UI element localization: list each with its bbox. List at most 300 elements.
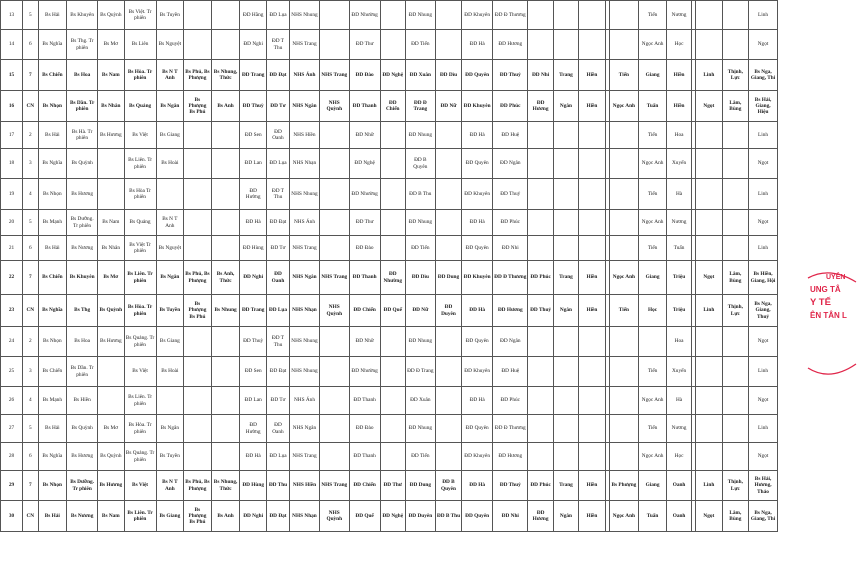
duty-cell: ĐD Tơ [266, 387, 289, 415]
duty-cell [722, 210, 748, 236]
duty-cell: ĐD Nhung [405, 122, 435, 149]
duty-cell: Hiền [667, 91, 691, 122]
duty-cell: ĐD Hà [462, 122, 493, 149]
duty-cell: Bs Hoài [156, 357, 184, 387]
duty-cell: Bs Nhân [98, 236, 124, 261]
duty-cell: Bs Phú, Bs Phượng [184, 471, 212, 501]
duty-cell [528, 122, 553, 149]
roster-body [1, 1, 778, 532]
duty-cell: ĐD Hà [462, 295, 493, 327]
roster-row [1, 236, 778, 261]
date-cell: 29 [1, 471, 23, 501]
duty-cell [696, 122, 722, 149]
duty-cell: Bs Hiền [67, 387, 98, 415]
duty-cell [553, 210, 578, 236]
duty-cell: ĐD Lụa [266, 443, 289, 471]
duty-cell: Bs Giang [156, 327, 184, 357]
duty-cell: Bs Tuyền [156, 295, 184, 327]
duty-cell: Trang [553, 471, 578, 501]
duty-cell: ĐD Ngân [493, 149, 528, 179]
duty-cell: ĐD T Thu [266, 30, 289, 60]
duty-cell: Bs Nghĩa [38, 443, 67, 471]
duty-cell: Bs Nga, Giang, Thi [749, 501, 778, 532]
duty-cell: Hiền [579, 295, 605, 327]
duty-cell: ĐD Thanh [349, 387, 380, 415]
duty-cell: NHS Nhạn [290, 149, 320, 179]
duty-cell: ĐD Oanh [266, 261, 289, 295]
duty-cell: Ngọc Anh [638, 149, 667, 179]
duty-cell: Hiền [579, 471, 605, 501]
weekday-cell: CN [23, 91, 38, 122]
duty-cell: ĐD Nhung [405, 415, 435, 443]
duty-cell: Bs Chiến [38, 261, 67, 295]
duty-cell: Ngọt [749, 210, 778, 236]
duty-cell: Bs Liên. Tr phiên [124, 387, 156, 415]
duty-cell [722, 357, 748, 387]
duty-cell [610, 415, 639, 443]
duty-cell: Bs Việt [124, 357, 156, 387]
duty-cell [579, 327, 605, 357]
duty-cell: Hiền [579, 91, 605, 122]
duty-cell: Hiền [667, 60, 691, 91]
duty-cell: ĐD T Thu [266, 179, 289, 210]
duty-cell: Bs Nguyệt [156, 236, 184, 261]
duty-cell: Bs Mơ [98, 30, 124, 60]
roster-row [1, 327, 778, 357]
duty-cell: ĐD Quyên [462, 501, 493, 532]
weekday-cell: 7 [23, 60, 38, 91]
duty-cell: ĐD Khuyên [462, 1, 493, 30]
duty-cell: Ngọt [749, 387, 778, 415]
duty-cell [610, 149, 639, 179]
duty-cell: ĐD Nghệ [349, 149, 380, 179]
duty-cell: Bs Hà. Tr phiên [67, 122, 98, 149]
duty-cell: Bs Nhọn [38, 179, 67, 210]
duty-cell: Bs Liên. Tr phiên [124, 149, 156, 179]
duty-cell [211, 357, 240, 387]
duty-cell: Bs Nam [98, 210, 124, 236]
duty-cell: ĐD Khuyên [462, 261, 493, 295]
duty-cell [380, 443, 405, 471]
date-cell: 26 [1, 387, 23, 415]
duty-cell: ĐD Đạt [266, 60, 289, 91]
duty-cell: ĐD Thư [380, 471, 405, 501]
duty-cell: ĐD Nhi [493, 501, 528, 532]
duty-cell [184, 210, 212, 236]
duty-cell: NHS Nhung [290, 1, 320, 30]
duty-cell [184, 179, 212, 210]
duty-cell: ĐD Hương [528, 91, 553, 122]
roster-row [1, 30, 778, 60]
duty-cell: Bs Hải [38, 501, 67, 532]
duty-cell [184, 122, 212, 149]
duty-cell: ĐD Huệ [493, 357, 528, 387]
duty-cell: ĐD Khuyên [462, 91, 493, 122]
duty-cell [579, 30, 605, 60]
duty-cell [579, 236, 605, 261]
date-cell: 27 [1, 415, 23, 443]
duty-cell [319, 236, 349, 261]
duty-cell: Bs Hòa. Tr phiên [124, 295, 156, 327]
duty-cell: ĐD Nữ [405, 295, 435, 327]
duty-cell: ĐD Hằng [240, 1, 266, 30]
duty-cell [579, 210, 605, 236]
weekday-cell: 6 [23, 30, 38, 60]
duty-cell: Ngọc Anh [610, 91, 639, 122]
duty-cell: ĐD Hương [493, 295, 528, 327]
weekday-cell: 3 [23, 149, 38, 179]
duty-cell: Ngọt [696, 91, 722, 122]
duty-cell: Bs Ngân [156, 415, 184, 443]
date-cell: 22 [1, 261, 23, 295]
duty-cell: ĐD Nghi [240, 261, 266, 295]
duty-cell: Bs Anh [211, 501, 240, 532]
duty-cell [610, 443, 639, 471]
duty-cell [696, 327, 722, 357]
duty-cell [184, 1, 212, 30]
duty-cell: ĐD Đ Trang [405, 91, 435, 122]
duty-cell: Bs Hải, Giang, Hiệu [749, 91, 778, 122]
duty-cell: ĐD Dung [435, 261, 461, 295]
duty-cell [528, 149, 553, 179]
duty-cell [696, 179, 722, 210]
duty-cell [98, 387, 124, 415]
duty-cell [184, 30, 212, 60]
duty-cell: ĐD Tiến [405, 236, 435, 261]
duty-cell: Tiến [638, 1, 667, 30]
duty-cell: Bs Nghĩa [38, 149, 67, 179]
duty-cell: Bs Chiến [38, 357, 67, 387]
duty-cell [380, 30, 405, 60]
duty-cell: ĐD Tơ [266, 236, 289, 261]
duty-cell: Bs Hương [98, 327, 124, 357]
duty-cell: ĐD Ngân [493, 327, 528, 357]
duty-cell: Giang [638, 471, 667, 501]
weekday-cell: 2 [23, 327, 38, 357]
duty-cell: ĐD Tiến [405, 30, 435, 60]
duty-cell: NHS Trang [319, 471, 349, 501]
duty-cell [184, 357, 212, 387]
duty-cell [435, 149, 461, 179]
duty-cell: Bs Nhân [98, 91, 124, 122]
duty-cell [528, 387, 553, 415]
duty-cell: Xuyến [667, 149, 691, 179]
duty-cell: ĐD Đào [349, 236, 380, 261]
duty-cell: ĐD Nữ [435, 91, 461, 122]
duty-cell: Bs Dưỡng. Tr phiên [67, 471, 98, 501]
roster-row [1, 501, 778, 532]
duty-cell [319, 1, 349, 30]
date-cell: 24 [1, 327, 23, 357]
duty-cell [528, 236, 553, 261]
duty-cell: Lâm, Bùng [722, 501, 748, 532]
duty-cell [696, 149, 722, 179]
duty-cell: Bs Quỳnh [98, 1, 124, 30]
duty-cell: ĐD Duyên [405, 501, 435, 532]
duty-cell: Ngân [553, 295, 578, 327]
duty-cell: NHS Trang [319, 60, 349, 91]
duty-cell: Bs Liên. Tr phiên [124, 501, 156, 532]
duty-cell: Bs Hòa Tr phiên [124, 179, 156, 210]
duty-cell [553, 387, 578, 415]
duty-cell [435, 415, 461, 443]
duty-cell [553, 327, 578, 357]
duty-cell: Ngọc Anh [638, 210, 667, 236]
duty-cell: Bs Hoa [67, 60, 98, 91]
duty-cell [528, 30, 553, 60]
duty-cell [696, 443, 722, 471]
duty-cell: NHS Nhung [290, 179, 320, 210]
duty-cell: ĐD Thư [349, 210, 380, 236]
date-cell: 16 [1, 91, 23, 122]
duty-cell [696, 210, 722, 236]
duty-cell: ĐD Huệ [493, 122, 528, 149]
duty-cell: NHS Ánh [290, 210, 320, 236]
duty-cell: Triệu [667, 295, 691, 327]
roster-row [1, 1, 778, 30]
duty-cell: Hoa [667, 327, 691, 357]
duty-cell: Bs Hoa [67, 327, 98, 357]
duty-cell: Tiến [638, 357, 667, 387]
duty-cell: ĐD Đạt [266, 210, 289, 236]
duty-cell: ĐD Nghệ [380, 501, 405, 532]
duty-cell [435, 387, 461, 415]
duty-cell: Linh [749, 357, 778, 387]
duty-cell: Học [667, 30, 691, 60]
date-cell: 28 [1, 443, 23, 471]
duty-cell: Nương [667, 210, 691, 236]
duty-cell: ĐD Thuỷ [493, 60, 528, 91]
duty-cell: ĐD Dung [405, 471, 435, 501]
duty-cell [435, 179, 461, 210]
duty-cell [319, 443, 349, 471]
duty-cell [435, 210, 461, 236]
duty-cell: NHS Hiền [290, 122, 320, 149]
duty-cell [435, 357, 461, 387]
duty-cell: Bs Nga, Giang, Thuỷ [749, 295, 778, 327]
duty-cell: ĐD Đạt [266, 357, 289, 387]
duty-cell: NHS Ngân [290, 91, 320, 122]
roster-row [1, 471, 778, 501]
duty-cell: NHS Hiền [290, 471, 320, 501]
duty-cell [696, 357, 722, 387]
seal-line-1: UNG TÂ [810, 285, 841, 294]
duty-cell [380, 415, 405, 443]
duty-cell: ĐD Thuỷ [493, 179, 528, 210]
duty-cell: ĐD Đào [349, 60, 380, 91]
duty-cell [722, 179, 748, 210]
duty-cell: Bs Tuyền [156, 1, 184, 30]
date-cell: 21 [1, 236, 23, 261]
duty-cell: ĐD Nhung [405, 210, 435, 236]
duty-cell [380, 179, 405, 210]
duty-cell [319, 387, 349, 415]
duty-cell: ĐD Thu [266, 471, 289, 501]
duty-cell: Bs Khuyên [67, 1, 98, 30]
duty-cell: Bs Mơ [98, 261, 124, 295]
duty-cell [610, 30, 639, 60]
duty-cell [722, 387, 748, 415]
seal-line-3: ÊN TÂN L [810, 311, 847, 320]
weekday-cell: 5 [23, 415, 38, 443]
duty-cell: Bs Dần. Tr phiên [67, 357, 98, 387]
duty-cell: Bs Hiền, Giang, Hội [749, 261, 778, 295]
duty-cell: ĐD Hường [240, 179, 266, 210]
duty-cell: Bs Chiến [38, 60, 67, 91]
duty-cell: ĐD Đ Thương [493, 1, 528, 30]
duty-cell: Bs Quỳnh [98, 443, 124, 471]
weekday-cell: 7 [23, 471, 38, 501]
weekday-cell: 7 [23, 261, 38, 295]
duty-cell [722, 149, 748, 179]
duty-cell: Bs Khuyên [67, 261, 98, 295]
duty-cell: ĐD Thuỷ [493, 471, 528, 501]
duty-cell: Bs Hòa. Tr phiên [124, 415, 156, 443]
duty-cell: NHS Ánh [290, 60, 320, 91]
duty-cell [553, 236, 578, 261]
duty-cell: ĐD Oanh [266, 415, 289, 443]
weekday-cell: CN [23, 295, 38, 327]
duty-cell: Bs Tuyền [156, 443, 184, 471]
duty-cell [319, 327, 349, 357]
duty-cell: NHS Nhạn [290, 295, 320, 327]
duty-cell: ĐD Quyên [462, 149, 493, 179]
date-cell: 14 [1, 30, 23, 60]
duty-cell: ĐD Quyên [462, 327, 493, 357]
duty-cell: Bs Nam [98, 60, 124, 91]
duty-cell: ĐD Tơ [266, 91, 289, 122]
duty-cell [610, 210, 639, 236]
duty-cell: Bs Việt [124, 122, 156, 149]
duty-cell: Tiến [638, 179, 667, 210]
duty-cell [610, 357, 639, 387]
duty-cell: ĐD Nghi [240, 30, 266, 60]
duty-cell: Bs Quỳnh [67, 415, 98, 443]
duty-cell: ĐD Dìu [405, 261, 435, 295]
duty-cell: Xuyến [667, 357, 691, 387]
weekday-cell: 5 [23, 1, 38, 30]
duty-cell [184, 387, 212, 415]
duty-cell: ĐD Quyên [462, 415, 493, 443]
duty-cell: ĐD Nhường [349, 1, 380, 30]
duty-cell: Giang [638, 261, 667, 295]
duty-cell: Triệu [667, 261, 691, 295]
duty-cell [156, 387, 184, 415]
duty-cell: Ngọt [696, 501, 722, 532]
duty-cell: Oanh [667, 471, 691, 501]
duty-cell [528, 327, 553, 357]
duty-cell: Bs Hương [67, 443, 98, 471]
roster-row [1, 387, 778, 415]
duty-cell: Bs Giang [156, 501, 184, 532]
duty-cell: ĐD Thanh [349, 261, 380, 295]
duty-cell: Bs Liên. Tr phiên [124, 261, 156, 295]
roster-row [1, 261, 778, 295]
weekday-cell: 4 [23, 179, 38, 210]
duty-cell: Bs N T Anh [156, 210, 184, 236]
duty-cell: Bs Nam [98, 501, 124, 532]
duty-cell: NHS Nhung [290, 327, 320, 357]
duty-cell [380, 236, 405, 261]
duty-cell: Lâm, Bùng [722, 261, 748, 295]
duty-cell: Oanh [667, 501, 691, 532]
duty-cell: NHS Ngân [290, 261, 320, 295]
roster-row [1, 149, 778, 179]
duty-cell: Linh [749, 415, 778, 443]
duty-cell: ĐD Hường [240, 415, 266, 443]
duty-cell: ĐD Nghi [240, 501, 266, 532]
duty-cell: Bs Phượng Bs Phú [184, 91, 212, 122]
duty-cell [435, 443, 461, 471]
roster-row [1, 357, 778, 387]
duty-cell [435, 327, 461, 357]
duty-cell [579, 443, 605, 471]
duty-cell: Bs Dần. Tr phiên [67, 91, 98, 122]
duty-cell: Tiến [638, 122, 667, 149]
duty-cell [319, 210, 349, 236]
duty-cell [435, 122, 461, 149]
duty-cell [319, 415, 349, 443]
date-cell: 15 [1, 60, 23, 91]
duty-cell: Bs Liên [124, 30, 156, 60]
duty-cell: Linh [696, 471, 722, 501]
duty-cell: ĐD Thuỳ [240, 91, 266, 122]
duty-cell: ĐD Thư [349, 30, 380, 60]
duty-cell [722, 30, 748, 60]
duty-cell [319, 149, 349, 179]
duty-cell: Ngọt [749, 149, 778, 179]
duty-cell: Bs Thg [67, 295, 98, 327]
duty-cell [528, 179, 553, 210]
duty-cell: Bs Quỳnh [98, 295, 124, 327]
duty-cell: ĐD Sen [240, 357, 266, 387]
duty-cell [696, 387, 722, 415]
duty-cell: ĐD Quế [349, 501, 380, 532]
duty-cell: Bs Anh, Thức [211, 261, 240, 295]
duty-cell: ĐD Hà [240, 210, 266, 236]
date-cell: 30 [1, 501, 23, 532]
duty-cell: Bs Nhọn [38, 91, 67, 122]
duty-cell [184, 236, 212, 261]
duty-cell [610, 179, 639, 210]
duty-cell: Bs Nương [67, 501, 98, 532]
duty-cell: Linh [749, 1, 778, 30]
roster-row [1, 122, 778, 149]
duty-cell: Bs Hải [38, 122, 67, 149]
duty-cell: ĐD Lan [240, 149, 266, 179]
duty-cell [722, 415, 748, 443]
duty-cell [722, 443, 748, 471]
duty-cell: Bs Hải [38, 1, 67, 30]
duty-cell: ĐD Lụa [266, 149, 289, 179]
duty-cell: Linh [696, 295, 722, 327]
duty-cell: Hà [667, 179, 691, 210]
duty-cell: Hiền [579, 501, 605, 532]
duty-cell: ĐD Hà [240, 443, 266, 471]
duty-cell: Bs Quỳnh [67, 149, 98, 179]
duty-cell: Bs Hải [38, 236, 67, 261]
duty-cell: Hiền [579, 60, 605, 91]
duty-cell: NHS Nhạn [290, 501, 320, 532]
duty-cell: NHS Nhung [290, 357, 320, 387]
duty-cell: ĐD Sen [240, 122, 266, 149]
duty-cell: ĐD Chiến [349, 471, 380, 501]
duty-cell: Tuấn [638, 501, 667, 532]
duty-cell: Hà [667, 387, 691, 415]
duty-cell: NHS Ánh [290, 387, 320, 415]
duty-cell [211, 443, 240, 471]
duty-cell: NHS Trang [290, 443, 320, 471]
